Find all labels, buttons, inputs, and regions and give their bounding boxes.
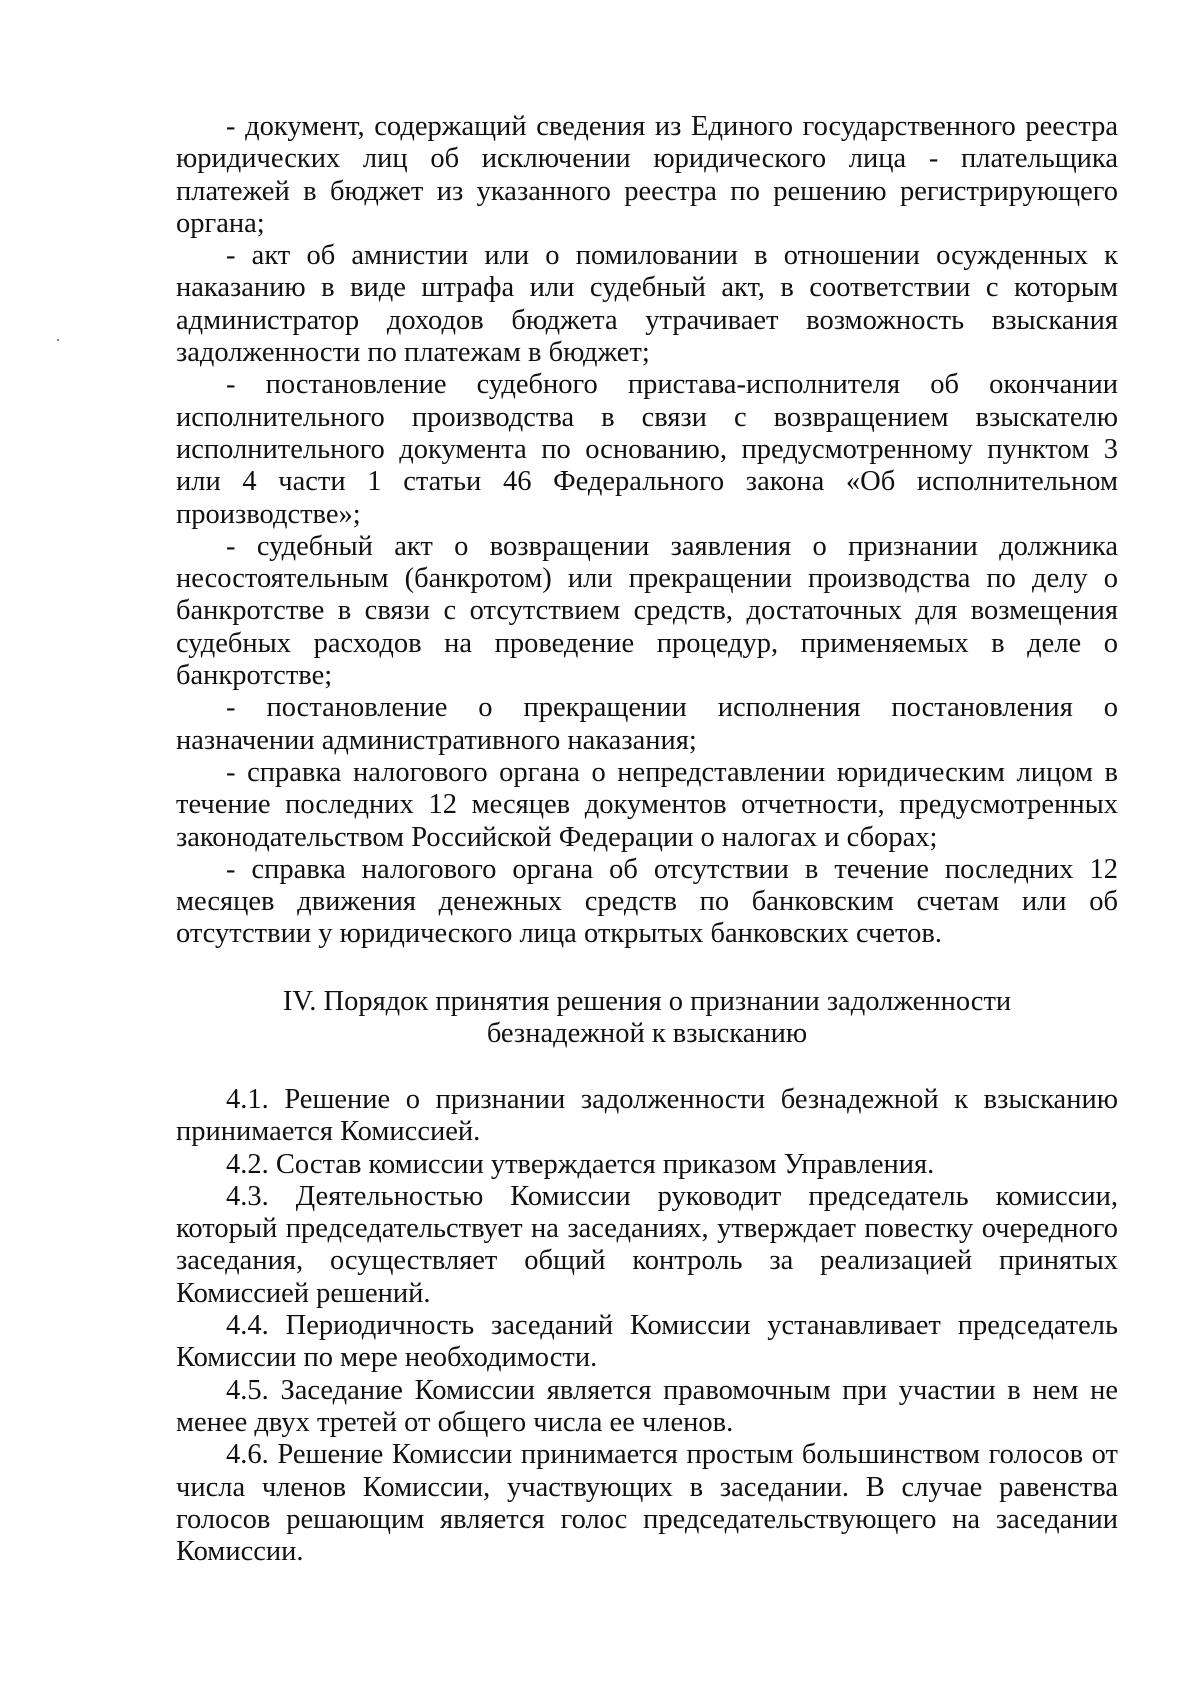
list-item: - постановление судебного пристава-исполнителя об окончании исполнительного производства в связи с возвращением взыскателю исполнительного документа по основанию, предусмотренному пунктом 3 или 4 части 1 статьи 46 Федерального закона «Об исполнительном производстве»; bbox=[176, 369, 1118, 530]
list-item: - справка налогового органа об отсутствии в течение последних 12 месяцев движения денежных средств по банковским счетам или об отсутствии у юридического лица открытых банковских счетов. bbox=[176, 853, 1118, 950]
clauses-list bbox=[176, 1084, 1118, 1568]
clause: 4.1. Решение о признании задолженности безнадежной к взысканию принимается Комиссией. bbox=[176, 1084, 1118, 1148]
list-item: - постановление о прекращении исполнения постановления о назначении административного наказания; bbox=[176, 692, 1118, 756]
clause: 4.5. Заседание Комиссии является правомочным при участии в нем не менее двух третей от общего числа ее членов. bbox=[176, 1374, 1118, 1438]
list-item: - акт об амнистии или о помиловании в отношении осужденных к наказанию в виде штрафа или судебный акт, в соответствии с которым администратор доходов бюджета утрачивает возможность взыскания задолженности по платежам в бюджет; bbox=[176, 240, 1118, 369]
list-item: - судебный акт о возвращении заявления о признании должника несостоятельным (банкротом) или прекращении производства по делу о банкротстве в связи с отсутствием средств, достаточных для возмещения судебных расходов на проведение процедур, применяемых в деле о банкротстве; bbox=[176, 530, 1118, 692]
grounds-list bbox=[176, 111, 1118, 951]
clause: 4.6. Решение Комиссии принимается простым большинством голосов от числа членов Комиссии, участвующих в заседании. В случае равенства голосов решающим является голос председательствующего на заседании Комиссии. bbox=[176, 1439, 1118, 1568]
clause: 4.2. Состав комиссии утверждается приказом Управления. bbox=[226, 1148, 935, 1180]
section-heading-line: безнадежной к взысканию bbox=[486, 1018, 808, 1049]
scan-speck bbox=[57, 339, 59, 341]
list-item: - документ, содержащий сведения из Единого государственного реестра юридических лиц об исключении юридического лица - плательщика платежей в бюджет из указанного реестра по решению регистрирующего органа; bbox=[176, 111, 1118, 239]
section-heading-line: IV. Порядок принятия решения о признании задолженности bbox=[282, 986, 1012, 1017]
section-heading bbox=[176, 986, 1118, 1050]
list-item: - справка налогового органа о непредставлении юридическим лицом в течение последних 12 месяцев документов отчетности, предусмотренных законодательством Российской Федерации о налогах и сборах; bbox=[176, 756, 1118, 853]
clause: 4.3. Деятельностью Комиссии руководит председатель комиссии, который председательствует на заседаниях, утверждает повестку очередного заседания, осуществляет общий контроль за реализацией принятых Комиссией решений. bbox=[176, 1180, 1118, 1309]
clause: 4.4. Периодичность заседаний Комиссии устанавливает председатель Комиссии по мере необходимости. bbox=[176, 1310, 1118, 1374]
